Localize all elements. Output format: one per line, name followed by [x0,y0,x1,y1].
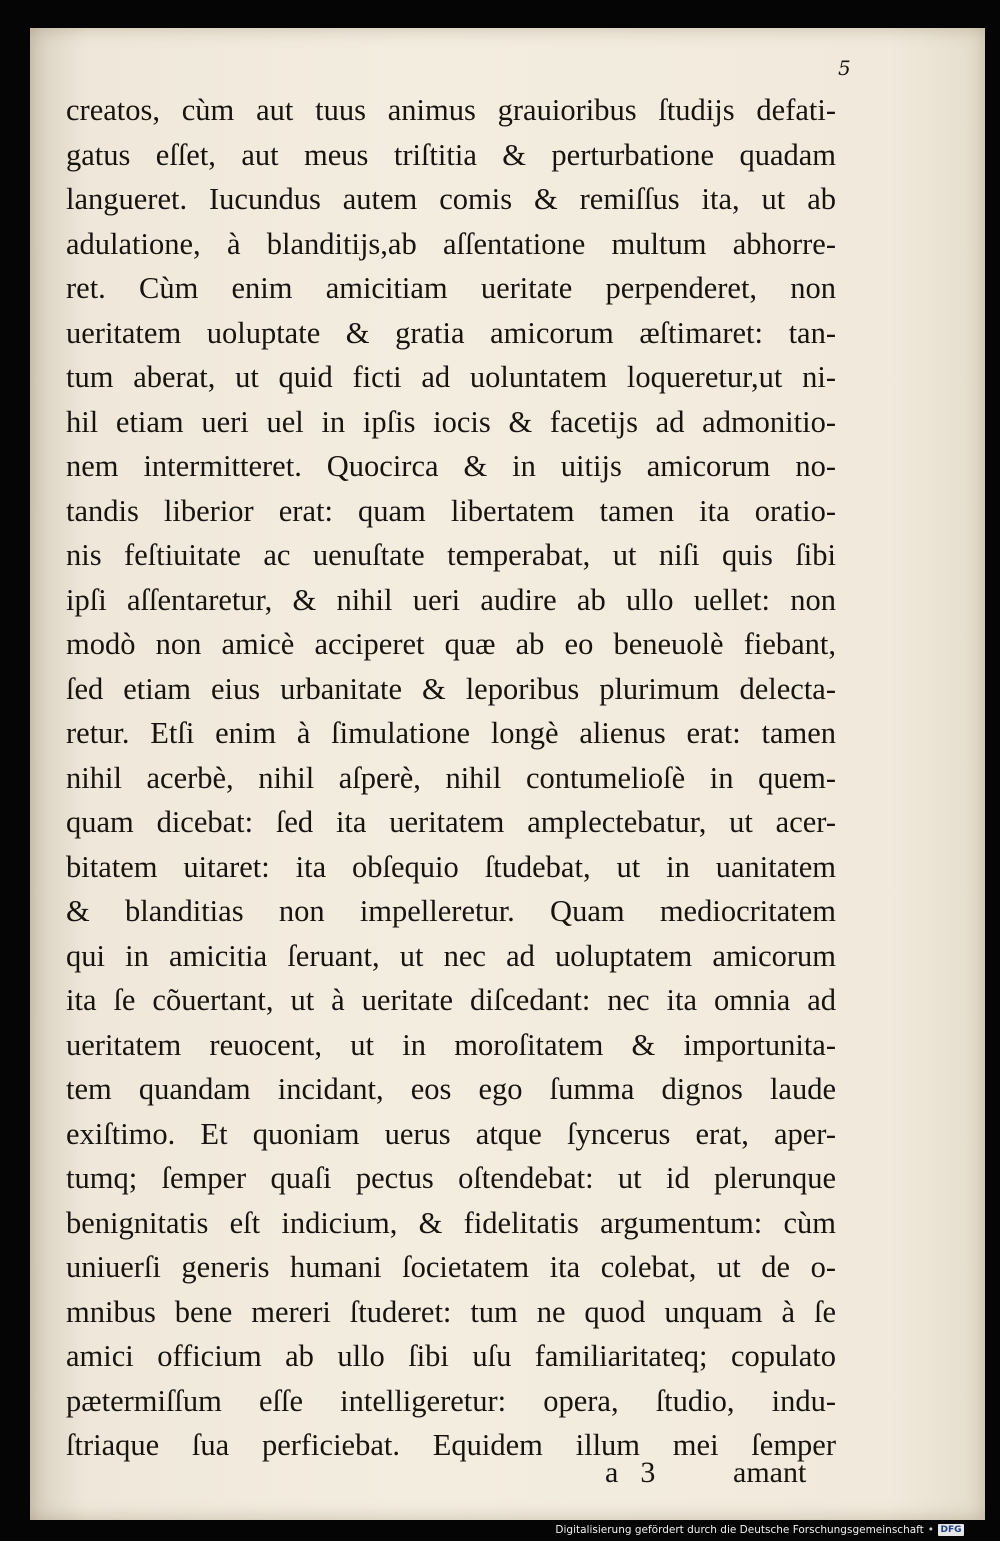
body-text [66,88,836,1468]
signature-mark [605,1456,655,1492]
book-page [30,28,985,1520]
text-line: bitatem uitaret: ita obſequio ſtudebat, ut in uanitatem [66,849,836,884]
text-line: ſed etiam eius urbanitate & leporibus plurimum delecta- [66,671,836,706]
text-line: benignitatis eſt indicium, & fidelitatis argumentum: cùm [66,1205,836,1240]
text-line: tem quandam incidant, eos ego ſumma dignos laude [66,1072,836,1106]
text-line: tumq; ſemper quaſi pectus oſtendebat: ut id plerunque [66,1161,836,1195]
text-line: nem intermitteret. Quocirca & in uitijs amicorum no- [66,449,836,483]
signature-letter: a [605,1456,619,1489]
text-line: exiſtimo. Et quoniam uerus atque ſyncerus erat, aper- [66,1116,836,1151]
signature-number: 3 [640,1456,656,1489]
text-line: ret. Cùm enim amicitiam ueritate perpenderet, non [66,271,836,305]
credit-bullet: • [927,1524,934,1536]
text-line: qui in amicitia ſeruant, ut nec ad uoluptatem amicorum [66,938,836,973]
digitization-credit [555,1521,964,1539]
text-line: nis feſtiuitate ac uenuſtate temperabat, ut niſi quis ſibi [66,538,836,572]
text-line: tandis liberior erat: quam libertatem tamen ita oratio- [66,493,836,528]
catchword: amant [733,1456,807,1489]
text-line: creatos, cùm aut tuus animus grauioribus ſtudijs defati- [66,93,836,127]
text-line: mnibus bene mereri ſtuderet: tum ne quod unquam à ſe [66,1294,836,1329]
text-line: hil etiam ueri uel in ipſis iocis & facetijs ad admonitio- [66,404,836,439]
text-line: amici officium ab ullo ſibi uſu familiaritateq; copulato [66,1339,836,1373]
text-line: adulatione, à blanditijs,ab aſſentatione multum abhorre- [66,226,836,261]
text-line: ueritatem uoluptate & gratia amicorum æſtimaret: tan- [66,315,836,350]
text-line: langueret. Iucundus autem comis & remiſſus ita, ut ab [66,182,836,216]
text-line: retur. Etſi enim à ſimulatione longè alienus erat: tamen [66,716,836,750]
text-line: tum aberat, ut quid ficti ad uoluntatem loqueretur,ut ni- [66,360,836,394]
text-line: ſtriaque ſua perficiebat. Equidem illum mei ſemper [66,1428,836,1462]
text-line: uniuerſi generis humani ſocietatem ita colebat, ut de o- [66,1250,836,1284]
text-line: ipſi aſſentaretur, & nihil ueri audire ab ullo uellet: non [66,582,836,617]
text-line: nihil acerbè, nihil aſperè, nihil contumelioſè in quem- [66,760,836,795]
dfg-logo-icon: DFG [938,1524,964,1536]
text-line: modò non amicè acciperet quæ ab eo beneuolè fiebant, [66,627,836,661]
text-line: & blanditias non impelleretur. Quam mediocritatem [66,894,836,928]
credit-text: Digitalisierung gefördert durch die Deutsche Forschungsgemeinschaft [555,1524,924,1536]
text-line: gatus eſſet, aut meus triſtitia & perturbatione quadam [66,137,836,172]
text-line: quam dicebat: ſed ita ueritatem amplectebatur, ut acer- [66,805,836,839]
text-line: ita ſe cõuertant, ut à ueritate diſcedant: nec ita omnia ad [66,983,836,1017]
page-number: 5 [838,56,851,80]
text-line: ueritatem reuocent, ut in moroſitatem & importunita- [66,1027,836,1062]
text-line: pætermiſſum eſſe intelligeretur: opera, ſtudio, indu- [66,1383,836,1418]
